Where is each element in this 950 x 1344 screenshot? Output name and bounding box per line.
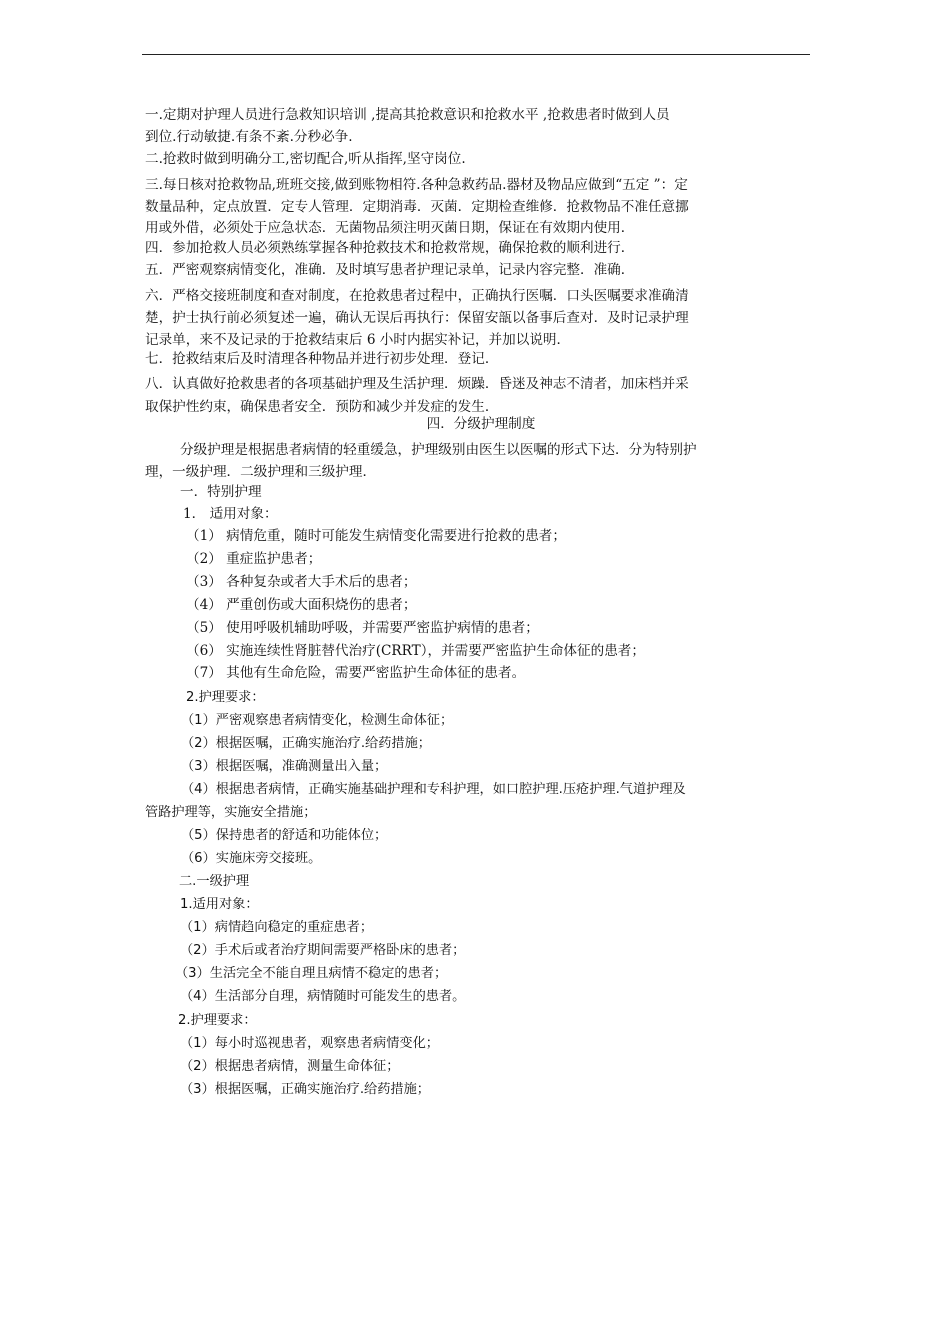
header-rule <box>142 54 810 55</box>
list-item: （3） 各种复杂或者大手术后的患者； <box>186 574 417 590</box>
text-line: 一.定期对护理人员进行急救知识培训 ,提高其抢救意识和抢救水平 ,抢救患者时做到人员 <box>145 107 670 123</box>
text-line: 1.适用对象： <box>180 897 259 912</box>
text-line: 七．抢救结束后及时清理各种物品并进行初步处理．登记． <box>145 351 499 367</box>
list-item: （2）根据患者病情，测量生命体征； <box>180 1059 400 1074</box>
list-item: （2） 重症监护患者； <box>186 551 322 567</box>
text-line: 2.护理要求： <box>178 1013 257 1028</box>
text-line: 管路护理等，实施安全措施； <box>145 805 317 820</box>
text-line: 六．严格交接班制度和查对制度，在抢救患者过程中，正确执行医嘱．口头医嘱要求准确清 <box>145 288 689 304</box>
text-line: 理，一级护理．二级护理和三级护理． <box>145 464 377 480</box>
list-item: （1）严密观察患者病情变化，检测生命体征； <box>181 713 454 728</box>
list-item: （5）保持患者的舒适和功能体位； <box>181 828 388 843</box>
text-line: 八．认真做好抢救患者的各项基础护理及生活护理．烦躁．昏迷及神志不清者，加床档并采 <box>145 376 689 392</box>
list-item: （3）根据医嘱，准确测量出入量； <box>181 759 388 774</box>
list-item: （7） 其他有生命危险，需要严密监护生命体征的患者。 <box>186 665 526 681</box>
list-item: （5） 使用呼吸机辅助呼吸，并需要严密监护病情的患者； <box>186 620 539 636</box>
text-line: 用或外借，必须处于应急状态．无菌物品须注明灭菌日期，保证在有效期内使用． <box>145 220 635 236</box>
subsection-heading: 二.一级护理 <box>179 874 250 889</box>
text-line: 三.每日核对抢救物品,班班交接,做到账物相符.各种急救药品.器材及物品应做到“五定 ”：定 <box>145 177 688 193</box>
text-line: 记录单，来不及记录的于抢救结束后 6 小时内据实补记，并加以说明． <box>145 332 571 348</box>
list-item: （4）根据患者病情，正确实施基础护理和专科护理，如口腔护理.压疮护理.气道护理及 <box>181 782 686 797</box>
text-line: 二.抢救时做到明确分工,密切配合,听从指挥,坚守岗位. <box>145 151 466 167</box>
list-item: （6）实施床旁交接班。 <box>181 851 322 866</box>
list-item: （6） 实施连续性肾脏替代治疗(CRRT），并需要严密监护生命体征的患者； <box>186 643 645 659</box>
subsection-heading: 一．特别护理 <box>180 484 262 500</box>
text-line: 1． 适用对象： <box>183 506 278 522</box>
text-line: 楚，护士执行前必须复述一遍，确认无误后再执行：保留安瓿以备事后查对．及时记录护理 <box>145 310 689 326</box>
list-item: （4）生活部分自理，病情随时可能发生的患者。 <box>180 989 466 1004</box>
list-item: （2）手术后或者治疗期间需要严格卧床的患者； <box>180 943 466 958</box>
list-item: （1）病情趋向稳定的重症患者； <box>180 920 374 935</box>
list-item: （3）生活完全不能自理且病情不稳定的患者； <box>175 966 448 981</box>
list-item: （1）每小时巡视患者，观察患者病情变化； <box>180 1036 439 1051</box>
text-line: 到位.行动敏捷.有条不紊.分秒必争. <box>145 129 353 145</box>
text-line: 五．严密观察病情变化，准确．及时填写患者护理记录单，记录内容完整．准确． <box>145 262 635 278</box>
list-item: （4） 严重创伤或大面积烧伤的患者； <box>186 597 417 613</box>
list-item: （2）根据医嘱，正确实施治疗.给药措施； <box>181 736 431 751</box>
section-heading: 四．分级护理制度 <box>426 416 536 432</box>
list-item: （1） 病情危重，随时可能发生病情变化需要进行抢救的患者； <box>186 528 566 544</box>
text-line: 取保护性约束，确保患者安全．预防和减少并发症的发生． <box>145 399 499 415</box>
text-line: 分级护理是根据患者病情的轻重缓急，护理级别由医生以医嘱的形式下达．分为特别护 <box>180 442 697 458</box>
list-item: （3）根据医嘱，正确实施治疗.给药措施； <box>180 1082 430 1097</box>
text-line: 2.护理要求： <box>186 690 265 705</box>
text-line: 数量品种，定点放置．定专人管理．定期消毒．灭菌．定期检查维修．抢救物品不准任意挪 <box>145 199 689 215</box>
text-line: 四．参加抢救人员必须熟练掌握各种抢救技术和抢救常规，确保抢救的顺利进行． <box>145 240 635 256</box>
